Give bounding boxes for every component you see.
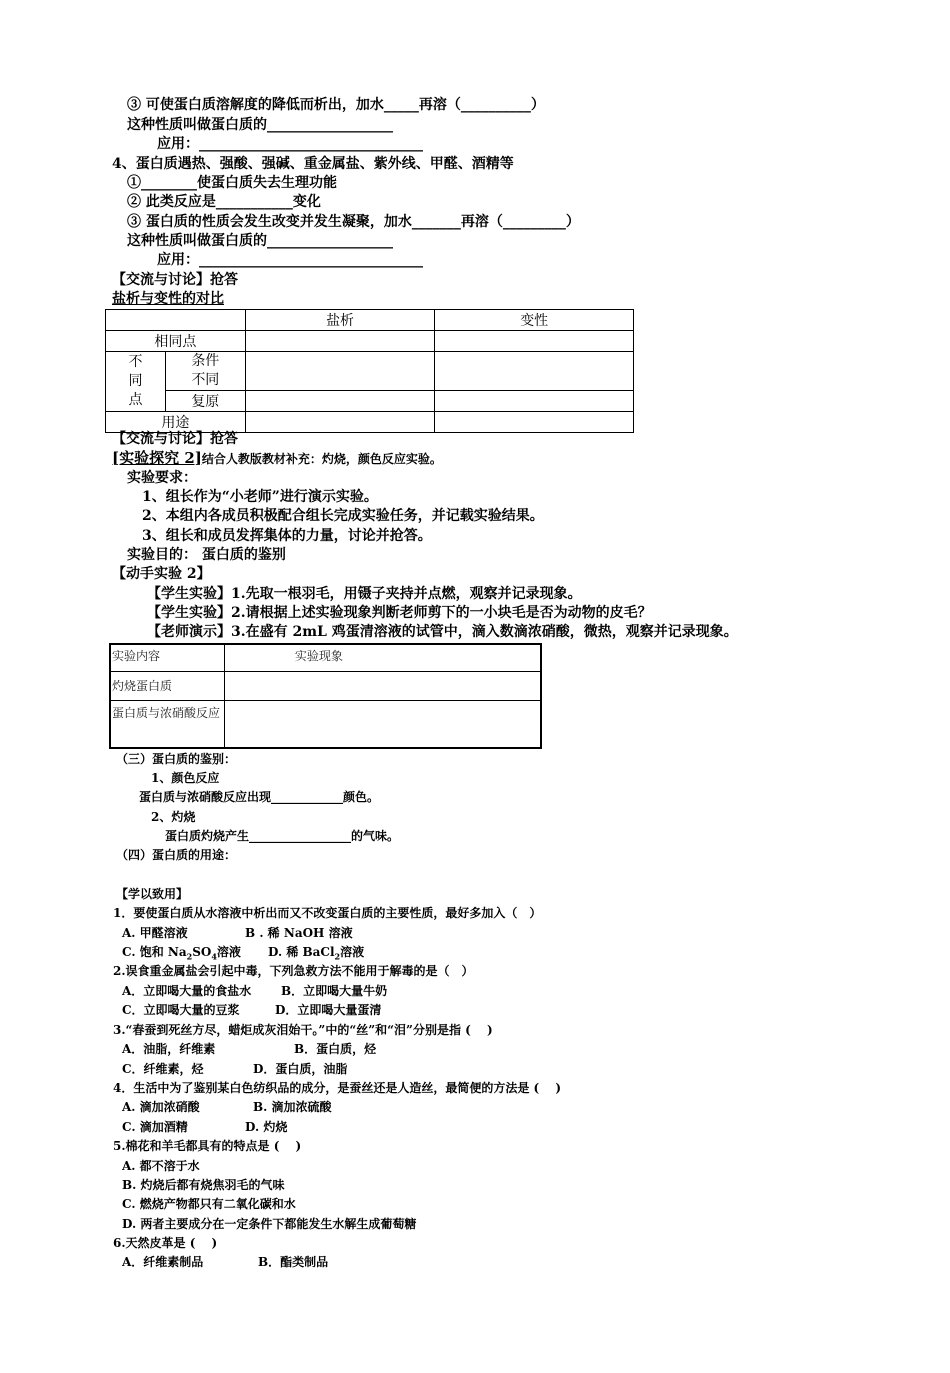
ident-item-2-text: 蛋白质灼烧产生_________________的气味。 — [165, 829, 400, 843]
question-3: 3.“春蚕到死丝方尽，蜡炬成灰泪始干。”中的“丝”和“泪”分别是指 ( ) — [113, 1023, 493, 1037]
exp2-purpose: 实验目的： 蛋白质的鉴别 — [127, 547, 286, 563]
q1-option-d: D. 稀 BaCl$_2$溶液 — [268, 945, 365, 962]
section3-line2: 这种性质叫做蛋白质的__________________ — [127, 117, 393, 133]
exp-table-header-phenomenon: 实验现象 — [224, 644, 541, 671]
compare-row-cond: 条件 不同 — [165, 352, 245, 391]
compare-col-salting: 盐析 — [245, 310, 435, 331]
q6-option-a: A．纤维素制品 — [122, 1255, 204, 1269]
q1-option-a: A. 甲醛溶液 — [122, 926, 188, 940]
q5-option-d: D. 两者主要成分在一定条件下都能发生水解生成葡萄糖 — [122, 1217, 417, 1231]
q2-option-b: B．立即喝大量牛奶 — [281, 984, 388, 998]
q4-option-b: B. 滴加浓硫酸 — [253, 1100, 332, 1114]
q1-option-c: C. 饱和 $Na_2SO_4$溶液 — [122, 945, 241, 962]
q1-option-b: B . 稀 NaOH 溶液 — [245, 926, 353, 940]
q5-option-c: C. 燃烧产物都只有二氧化碳和水 — [122, 1197, 296, 1211]
q3-option-d: D．蛋白质，油脂 — [253, 1062, 348, 1076]
hands-on-heading: 【动手实验 2】 — [112, 566, 211, 582]
exp2-note: 结合人教版教材补充：灼烧，颜色反应实验。 — [201, 452, 442, 466]
compare-row-diff: 不 同 点 — [106, 352, 166, 412]
question-1: 1．要使蛋白质从水溶液中析出而又不改变蛋白质的主要性质，最好多加入（ ） — [113, 906, 542, 920]
ident-item-1-text: 蛋白质与浓硝酸反应出现____________颜色。 — [139, 790, 380, 804]
compare-row-restore: 复原 — [165, 391, 245, 412]
q3-option-c: C．纤维素，烃 — [122, 1062, 204, 1076]
exp-table-header-content: 实验内容 — [110, 644, 224, 671]
question-4: 4．生活中为了鉴别某白色纺织品的成分，是蚕丝还是人造丝，最简便的方法是 ( ) — [113, 1081, 562, 1095]
section4-line4: 这种性质叫做蛋白质的__________________ — [127, 233, 393, 249]
exp-table-row-nitric: 蛋白质与浓硝酸反应 — [110, 700, 224, 748]
experiment-table — [109, 643, 542, 749]
question-2: 2.误食重金属盐会引起中毒，下列急救方法不能用于解毒的是（ ） — [113, 964, 474, 978]
q6-option-b: B．酯类制品 — [258, 1255, 329, 1269]
ident-item-2: 2、灼烧 — [151, 810, 196, 824]
q2-option-c: C．立即喝大量的豆浆 — [122, 1003, 240, 1017]
ident-title: （三）蛋白质的鉴别： — [116, 752, 237, 766]
section4-line2: ② 此类反应是___________变化 — [127, 194, 321, 210]
exp2-step-3: 【老师演示】3.在盛有 2mL 鸡蛋清溶液的试管中，滴入数滴浓硝酸，微热，观察并记录现象。 — [147, 624, 738, 640]
q2-option-a: A．立即喝大量的食盐水 — [122, 984, 252, 998]
section3-line1: ③ 可使蛋白质溶解度的降低而析出，加水_____再溶（__________） — [127, 97, 545, 113]
q3-option-b: B．蛋白质，烃 — [294, 1042, 377, 1056]
q4-option-d: D. 灼烧 — [245, 1120, 288, 1134]
q3-option-a: A．油脂，纤维素 — [122, 1042, 216, 1056]
compare-table — [105, 309, 634, 433]
q5-option-b: B. 灼烧后都有烧焦羽毛的气味 — [122, 1178, 285, 1192]
discussion-heading-2: 【交流与讨论】抢答 — [112, 431, 238, 447]
question-6: 6.天然皮革是 ( ) — [113, 1236, 218, 1250]
exp2-req-1: 1、组长作为“小老师”进行演示实验。 — [142, 489, 378, 505]
compare-row-same: 相同点 — [106, 331, 246, 352]
exp-table-row-burn: 灼烧蛋白质 — [110, 671, 224, 700]
section4-line5: 应用：________________________________ — [157, 252, 423, 268]
practice-title: 【学以致用】 — [116, 887, 189, 901]
compare-title: 盐析与变性的对比 — [112, 291, 224, 307]
exp2-title-line — [112, 449, 442, 468]
q4-option-c: C. 滴加酒精 — [122, 1120, 188, 1134]
q2-option-d: D．立即喝大量蛋清 — [275, 1003, 382, 1017]
compare-row-use: 用途 — [106, 412, 246, 433]
compare-col-denature: 变性 — [435, 310, 634, 331]
exp2-title: [实验探究 2] — [112, 449, 202, 467]
q5-option-a: A. 都不溶于水 — [122, 1159, 200, 1173]
section4-line1: ①________使蛋白质失去生理功能 — [127, 175, 337, 191]
uses-title: （四）蛋白质的用途： — [116, 848, 237, 862]
question-5: 5.棉花和羊毛都具有的特点是 ( ) — [113, 1139, 302, 1153]
q4-option-a: A. 滴加浓硝酸 — [122, 1100, 200, 1114]
exp2-step-1: 【学生实验】1.先取一根羽毛，用镊子夹持并点燃，观察并记录现象。 — [147, 586, 582, 602]
section4-line3: ③ 蛋白质的性质会发生改变并发生凝聚，加水_______再溶（_________） — [127, 214, 580, 230]
ident-item-1: 1、颜色反应 — [151, 771, 220, 785]
discussion-heading-1: 【交流与讨论】抢答 — [112, 272, 238, 288]
section4-heading: 4、蛋白质遇热、强酸、强碱、重金属盐、紫外线、甲醛、酒精等 — [112, 156, 514, 172]
exp2-step-2: 【学生实验】2.请根据上述实验现象判断老师剪下的一小块毛是否为动物的皮毛？ — [147, 605, 652, 621]
exp2-req-3: 3、组长和成员发挥集体的力量，讨论并抢答。 — [142, 528, 432, 544]
exp2-req-title: 实验要求： — [127, 470, 197, 486]
exp2-req-2: 2、本组内各成员积极配合组长完成实验任务，并记载实验结果。 — [142, 508, 544, 524]
section3-line3: 应用：________________________________ — [157, 136, 423, 152]
